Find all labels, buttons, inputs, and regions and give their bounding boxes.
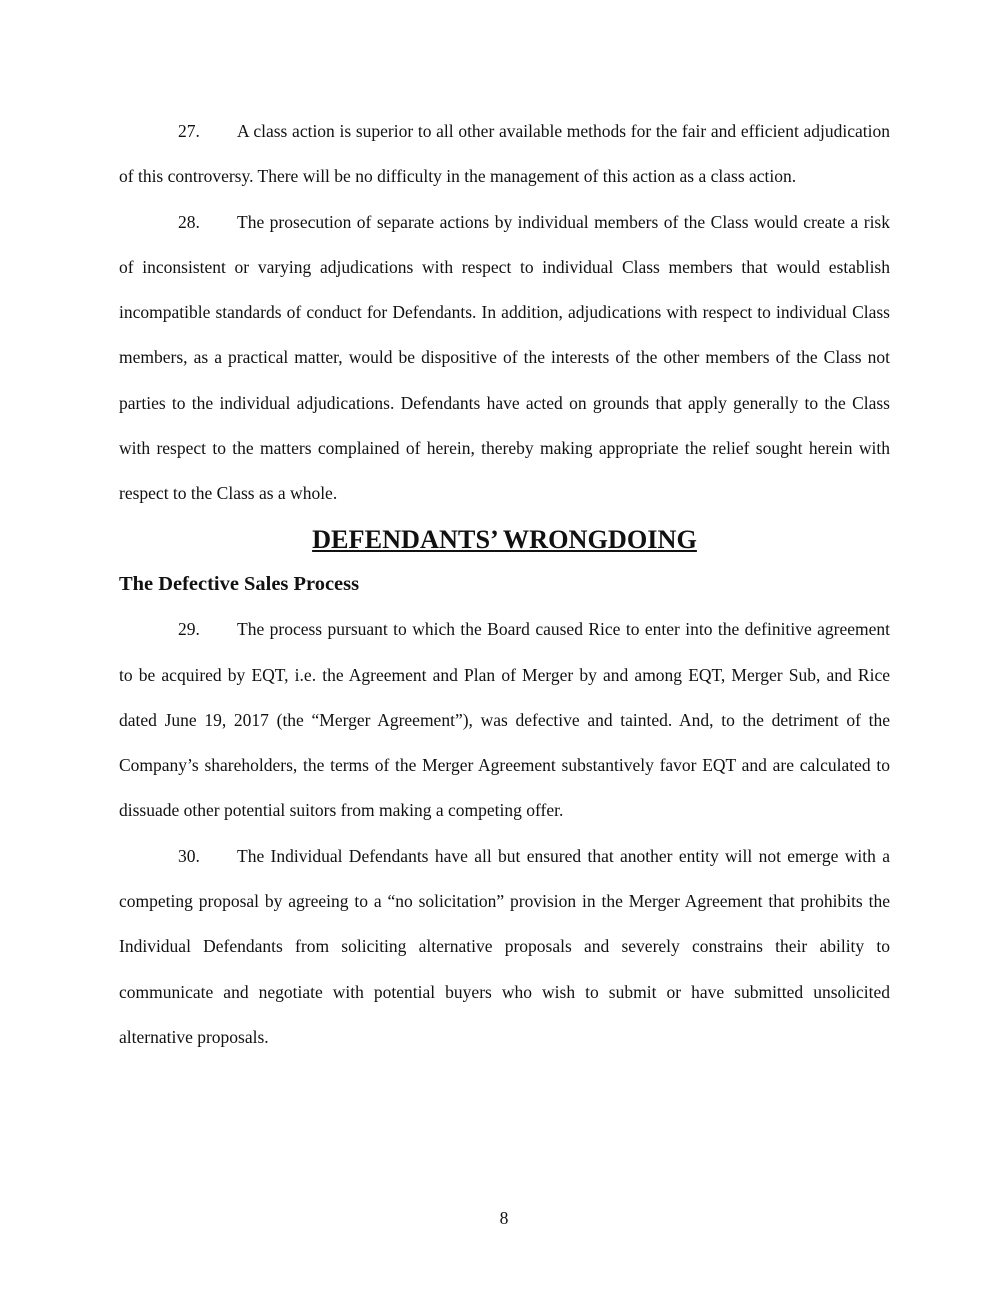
paragraph-30 (119, 834, 890, 1060)
paragraph-text: A class action is superior to all other available methods for the fair and efficient adjudication of this controversy. There will be no difficulty in the management of this action as a class action. (119, 121, 890, 187)
paragraph-number: 30. (178, 845, 200, 866)
paragraph-text: The process pursuant to which the Board caused Rice to enter into the definitive agreement to be acquired by EQT, i.e. the Agreement and Plan of Merger by and among EQT, Merger Sub, and Rice dated June 19, 2017 (the “Merger Agreement”), was defective and tainted. And, to the detriment of the Company’s shareholders, the terms of the Merger Agreement substantively favor EQT and are calculated to dissuade other potential suitors from making a competing offer. (119, 619, 890, 821)
paragraph-27 (119, 109, 890, 200)
paragraph-number: 29. (178, 619, 200, 640)
document-body (119, 109, 890, 1060)
section-heading (119, 517, 890, 562)
paragraph-text: The prosecution of separate actions by individual members of the Class would create a risk of inconsistent or varying adjudications with respect to individual Class members that would establish incompatible standards of conduct for Defendants. In addition, adjudications with respect to individual Class members, as a practical matter, would be dispositive of the interests of the other members of the Class not parties to the individual adjudications. Defendants have acted on grounds that apply generally to the Class with respect to the matters complained of herein, thereby making appropriate the relief sought herein with respect to the Class as a whole. (119, 211, 890, 504)
paragraph-number: 27. (178, 121, 200, 141)
subheading: The Defective Sales Process (119, 572, 360, 595)
paragraph-text: The Individual Defendants have all but ensured that another entity will not emerge with a competing proposal by agreeing to a “no solicitation” provision in the Merger Agreement that prohibits the Individual Defendants from soliciting alternative proposals and severely constrains their ability to communicate and negotiate with potential buyers who wish to submit or have submitted unsolicited alternative proposals. (119, 845, 890, 1047)
section-heading-text: DEFENDANTS’ WRONGDOING (312, 524, 697, 554)
page-number: 8 (499, 1208, 509, 1228)
paragraph-28 (119, 200, 890, 517)
paragraph-29 (119, 607, 890, 833)
paragraph-number: 28. (178, 211, 200, 232)
